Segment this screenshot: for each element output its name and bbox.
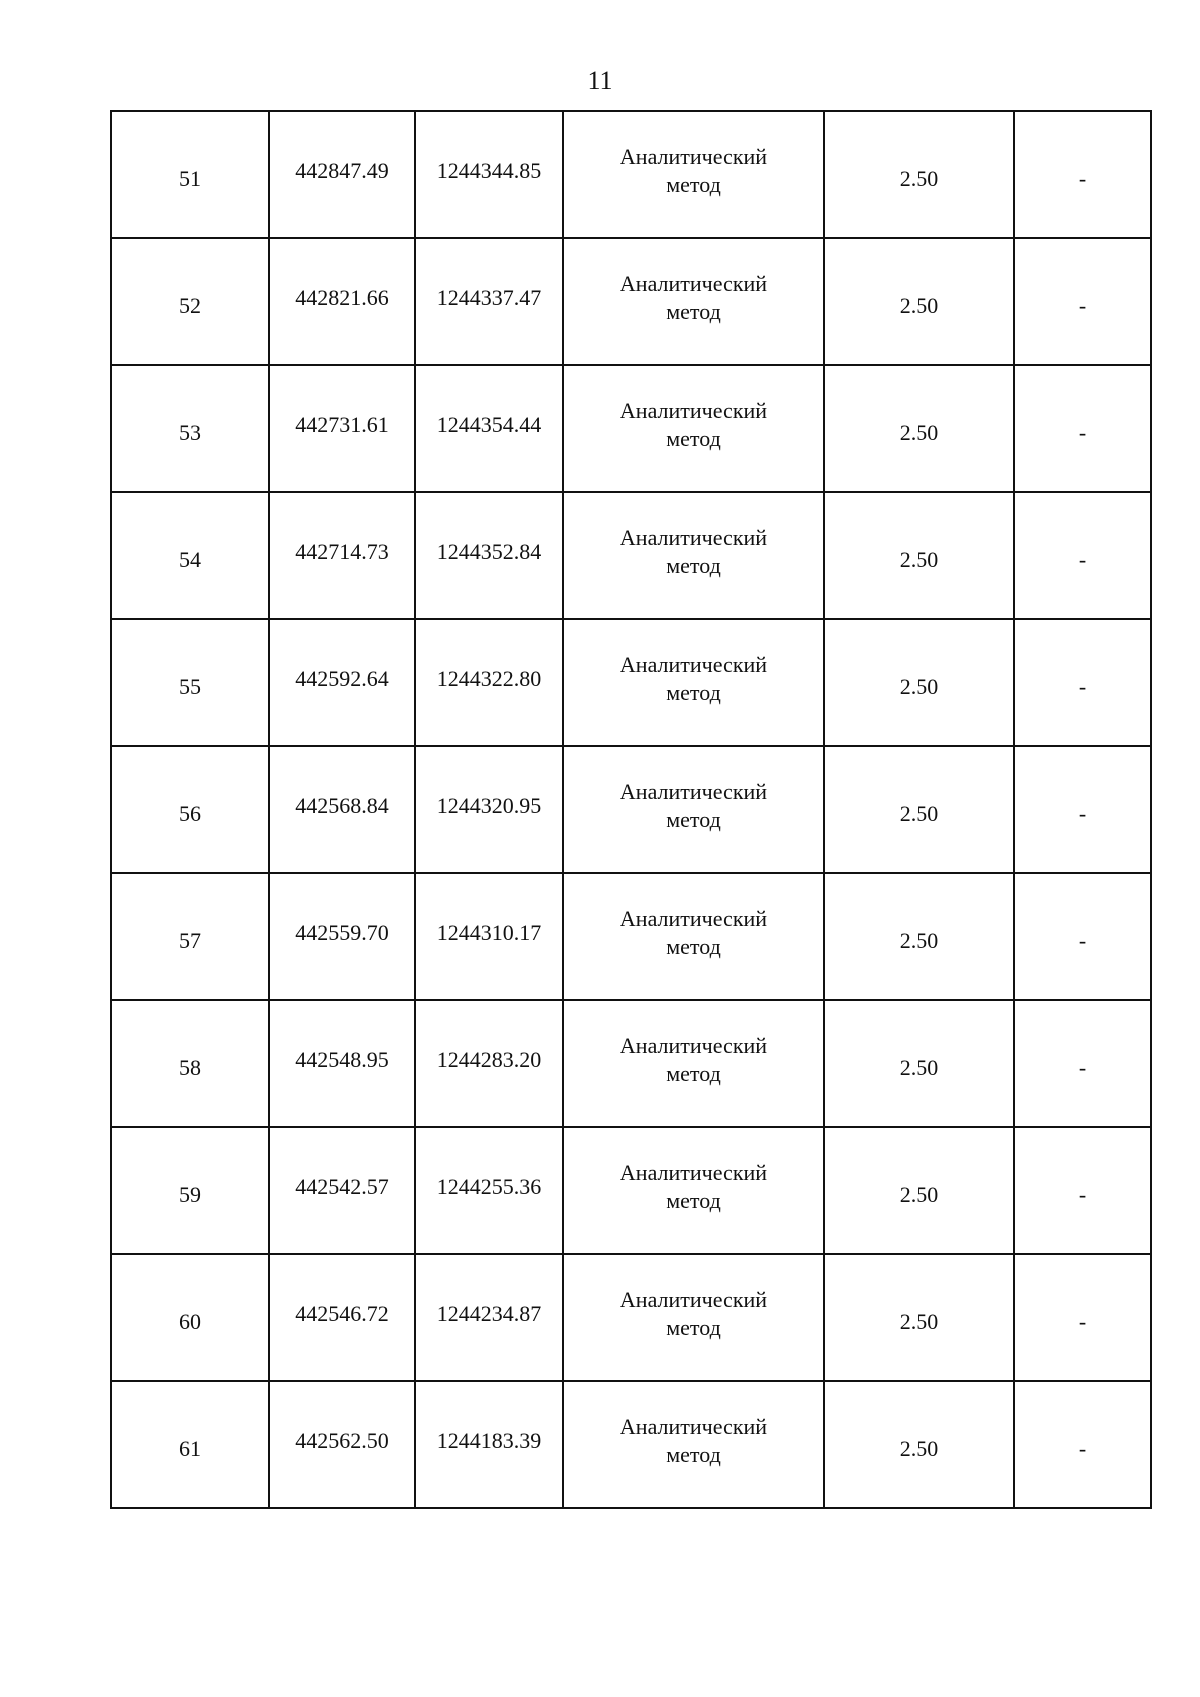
method-cell <box>563 1254 824 1381</box>
method-cell <box>563 1381 824 1508</box>
accuracy-cell <box>824 238 1014 365</box>
method-line-2: метод <box>666 933 721 959</box>
method-line-2: метод <box>666 1187 721 1213</box>
description-cell <box>1014 619 1151 746</box>
description-cell <box>1014 1127 1151 1254</box>
accuracy-cell <box>824 111 1014 238</box>
point-number: 54 <box>179 546 201 572</box>
x-coordinate-cell <box>269 492 415 619</box>
accuracy-cell <box>824 1254 1014 1381</box>
method-cell <box>563 873 824 1000</box>
y-coordinate: 1244234.87 <box>436 1300 542 1326</box>
y-coordinate: 1244255.36 <box>436 1173 542 1199</box>
accuracy-value: 2.50 <box>899 1181 939 1207</box>
accuracy-cell <box>824 1127 1014 1254</box>
accuracy-value: 2.50 <box>899 800 939 826</box>
y-coordinate: 1244354.44 <box>436 411 542 437</box>
method-line-2: метод <box>666 298 721 324</box>
page-number: 11 <box>587 66 613 95</box>
table-row <box>111 1000 1151 1127</box>
table-row <box>111 492 1151 619</box>
method-line-2: метод <box>666 1314 721 1340</box>
method-line-1: Аналитический <box>619 143 768 169</box>
description-value: - <box>1078 292 1087 318</box>
point-number-cell <box>111 111 269 238</box>
method-line-1: Аналитический <box>619 1413 768 1439</box>
point-number-cell <box>111 1127 269 1254</box>
description-cell <box>1014 746 1151 873</box>
x-coordinate: 442821.66 <box>295 284 389 310</box>
point-number-cell <box>111 238 269 365</box>
accuracy-value: 2.50 <box>899 546 939 572</box>
point-number-cell <box>111 1000 269 1127</box>
y-coordinate: 1244322.80 <box>436 665 542 691</box>
y-coordinate-cell <box>415 873 563 1000</box>
point-number-cell <box>111 1381 269 1508</box>
x-coordinate-cell <box>269 746 415 873</box>
y-coordinate: 1244310.17 <box>436 919 542 945</box>
y-coordinate: 1244283.20 <box>436 1046 542 1072</box>
method-cell <box>563 1000 824 1127</box>
point-number: 58 <box>179 1054 201 1080</box>
point-number-cell <box>111 619 269 746</box>
method-text <box>620 1032 767 1088</box>
x-coordinate-cell <box>269 873 415 1000</box>
accuracy-cell <box>824 746 1014 873</box>
accuracy-cell <box>824 873 1014 1000</box>
method-line-1: Аналитический <box>619 1159 768 1185</box>
x-coordinate: 442546.72 <box>295 1300 389 1326</box>
description-cell <box>1014 1000 1151 1127</box>
y-coordinate: 1244337.47 <box>436 284 542 310</box>
point-number: 61 <box>179 1435 201 1461</box>
y-coordinate-cell <box>415 1381 563 1508</box>
x-coordinate: 442714.73 <box>295 538 389 564</box>
method-cell <box>563 111 824 238</box>
x-coordinate: 442562.50 <box>295 1427 389 1453</box>
x-coordinate: 442731.61 <box>295 411 389 437</box>
y-coordinate-cell <box>415 1000 563 1127</box>
x-coordinate-cell <box>269 238 415 365</box>
method-line-1: Аналитический <box>619 524 768 550</box>
y-coordinate-cell <box>415 619 563 746</box>
method-line-1: Аналитический <box>619 778 768 804</box>
y-coordinate-cell <box>415 492 563 619</box>
method-line-2: метод <box>666 552 721 578</box>
method-cell <box>563 492 824 619</box>
point-number: 52 <box>179 292 201 318</box>
method-text <box>620 1159 767 1215</box>
point-number: 55 <box>179 673 201 699</box>
x-coordinate: 442592.64 <box>295 665 389 691</box>
accuracy-value: 2.50 <box>899 1308 939 1334</box>
method-line-1: Аналитический <box>619 905 768 931</box>
method-text <box>620 1413 767 1469</box>
method-cell <box>563 619 824 746</box>
point-number: 57 <box>179 927 201 953</box>
point-number-cell <box>111 492 269 619</box>
x-coordinate: 442559.70 <box>295 919 389 945</box>
x-coordinate-cell <box>269 365 415 492</box>
table-row <box>111 619 1151 746</box>
coordinates-table <box>110 110 1152 1509</box>
table-row <box>111 1381 1151 1508</box>
y-coordinate-cell <box>415 1254 563 1381</box>
description-cell <box>1014 492 1151 619</box>
method-text <box>620 143 767 199</box>
x-coordinate-cell <box>269 1381 415 1508</box>
method-line-1: Аналитический <box>619 397 768 423</box>
table-row <box>111 365 1151 492</box>
method-line-2: метод <box>666 679 721 705</box>
method-line-2: метод <box>666 425 721 451</box>
table-row <box>111 111 1151 238</box>
description-value: - <box>1078 165 1087 191</box>
description-cell <box>1014 111 1151 238</box>
table-row <box>111 238 1151 365</box>
method-text <box>620 651 767 707</box>
x-coordinate-cell <box>269 1000 415 1127</box>
y-coordinate: 1244352.84 <box>436 538 542 564</box>
description-value: - <box>1078 1435 1087 1461</box>
y-coordinate: 1244344.85 <box>436 157 542 183</box>
description-value: - <box>1078 673 1087 699</box>
description-value: - <box>1078 927 1087 953</box>
method-text <box>620 524 767 580</box>
method-line-2: метод <box>666 171 721 197</box>
description-value: - <box>1078 1308 1087 1334</box>
method-line-2: метод <box>666 1441 721 1467</box>
method-line-2: метод <box>666 806 721 832</box>
point-number-cell <box>111 746 269 873</box>
point-number: 56 <box>179 800 201 826</box>
y-coordinate-cell <box>415 111 563 238</box>
description-cell <box>1014 365 1151 492</box>
y-coordinate: 1244320.95 <box>436 792 542 818</box>
description-cell <box>1014 1254 1151 1381</box>
table-row <box>111 1254 1151 1381</box>
accuracy-cell <box>824 619 1014 746</box>
accuracy-cell <box>824 365 1014 492</box>
description-cell <box>1014 873 1151 1000</box>
accuracy-cell <box>824 1000 1014 1127</box>
x-coordinate: 442542.57 <box>295 1173 389 1199</box>
point-number: 60 <box>179 1308 201 1334</box>
description-value: - <box>1078 419 1087 445</box>
description-value: - <box>1078 1054 1087 1080</box>
x-coordinate: 442568.84 <box>295 792 389 818</box>
y-coordinate-cell <box>415 1127 563 1254</box>
y-coordinate-cell <box>415 238 563 365</box>
y-coordinate: 1244183.39 <box>436 1427 542 1453</box>
x-coordinate-cell <box>269 1127 415 1254</box>
point-number: 53 <box>179 419 201 445</box>
coordinates-table-body <box>111 111 1151 1508</box>
method-line-1: Аналитический <box>619 1286 768 1312</box>
accuracy-value: 2.50 <box>899 1435 939 1461</box>
accuracy-value: 2.50 <box>899 673 939 699</box>
point-number-cell <box>111 1254 269 1381</box>
description-value: - <box>1078 1181 1087 1207</box>
point-number: 51 <box>179 165 201 191</box>
method-cell <box>563 746 824 873</box>
method-line-1: Аналитический <box>619 270 768 296</box>
description-cell <box>1014 238 1151 365</box>
x-coordinate: 442847.49 <box>295 157 389 183</box>
x-coordinate-cell <box>269 1254 415 1381</box>
method-cell <box>563 365 824 492</box>
table-row <box>111 746 1151 873</box>
point-number-cell <box>111 873 269 1000</box>
accuracy-value: 2.50 <box>899 419 939 445</box>
accuracy-value: 2.50 <box>899 1054 939 1080</box>
table-row <box>111 873 1151 1000</box>
method-text <box>620 778 767 834</box>
accuracy-value: 2.50 <box>899 165 939 191</box>
y-coordinate-cell <box>415 746 563 873</box>
point-number: 59 <box>179 1181 201 1207</box>
description-cell <box>1014 1381 1151 1508</box>
y-coordinate-cell <box>415 365 563 492</box>
method-text <box>620 905 767 961</box>
method-text <box>620 1286 767 1342</box>
method-line-1: Аналитический <box>619 651 768 677</box>
method-text <box>620 270 767 326</box>
x-coordinate-cell <box>269 111 415 238</box>
x-coordinate-cell <box>269 619 415 746</box>
method-line-2: метод <box>666 1060 721 1086</box>
point-number-cell <box>111 365 269 492</box>
method-cell <box>563 238 824 365</box>
accuracy-value: 2.50 <box>899 927 939 953</box>
accuracy-cell <box>824 1381 1014 1508</box>
method-line-1: Аналитический <box>619 1032 768 1058</box>
method-text <box>620 397 767 453</box>
x-coordinate: 442548.95 <box>295 1046 389 1072</box>
method-cell <box>563 1127 824 1254</box>
description-value: - <box>1078 800 1087 826</box>
accuracy-cell <box>824 492 1014 619</box>
accuracy-value: 2.50 <box>899 292 939 318</box>
description-value: - <box>1078 546 1087 572</box>
table-row <box>111 1127 1151 1254</box>
